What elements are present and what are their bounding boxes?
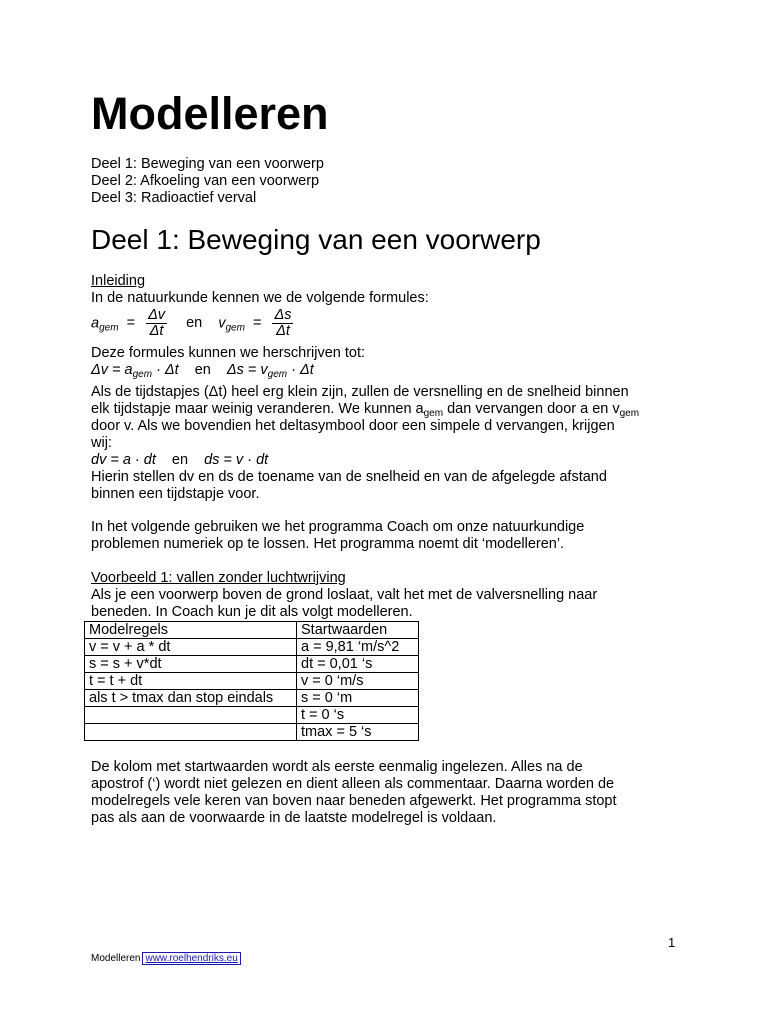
subscript-gem: gem [267, 369, 288, 380]
denominator: Δt [149, 323, 164, 339]
paragraph-line: apostrof (‘) wordt niet gelezen en dient alleen als commentaar. Daarna worden de [91, 776, 615, 792]
table-cell: t = t + dt [85, 673, 297, 690]
page-number: 1 [668, 935, 676, 950]
paragraph-line: problemen numeriek op te lossen. Het programma noemt dit ‘modelleren’. [91, 536, 565, 552]
paragraph-line: beneden. In Coach kun je dit als volgt modelleren. [91, 604, 413, 620]
formula-dv: dv = a · dt [91, 452, 156, 468]
page-title: Modelleren [91, 88, 329, 139]
paragraph-line: wij: [91, 435, 112, 451]
paragraph-line: modelregels vele keren van boven naar beneden afgewerkt. Het programma stopt [91, 793, 617, 809]
paragraph-line: In het volgende gebruiken we het programma Coach om onze natuurkundige [91, 519, 585, 535]
paragraph-line: De kolom met startwaarden wordt als eerste eenmalig ingelezen. Alles na de [91, 759, 583, 775]
toc-item: Deel 1: Beweging van een voorwerp [91, 156, 324, 172]
footer-link[interactable]: www.roelhendriks.eu [142, 952, 240, 965]
table-cell: a = 9,81 ‘m/s^2 [297, 639, 419, 656]
paragraph-line: binnen een tijdstapje voor. [91, 486, 260, 502]
paragraph-hierin [91, 469, 691, 503]
table-header-cell: Startwaarden [297, 622, 419, 639]
table-cell: s = s + v*dt [85, 656, 297, 673]
table-cell: s = 0 ‘m [297, 690, 419, 707]
intro-label: Inleiding [91, 273, 146, 289]
table-cell: dt = 0,01 ‘s [297, 656, 419, 673]
formula-differential [91, 452, 691, 469]
paragraph-line: pas als aan de voorwaarde in de laatste modelregel is voldaan. [91, 810, 497, 826]
formula-average [91, 308, 691, 339]
rewrite-line: Deze formules kunnen we herschrijven tot: [91, 345, 366, 361]
paragraph-line: door v. Als we bovendien het deltasymbool door een simpele d vervangen, krijgen [91, 418, 615, 434]
table-cell [85, 707, 297, 724]
en-word: en [194, 362, 211, 378]
formula-ds-rhs: · Δt [291, 362, 314, 378]
paragraph-line [91, 401, 691, 418]
text-span: dan vervangen door a en v [443, 401, 620, 417]
formula-delta [91, 362, 691, 379]
subscript-gem: gem [423, 408, 444, 419]
subscript-gem: gem [225, 322, 245, 334]
table-row [85, 724, 419, 741]
paragraph-tijdstapjes [91, 384, 691, 452]
table-cell: t = 0 ‘s [297, 707, 419, 724]
numerator: Δv [148, 307, 166, 323]
table-of-contents [91, 156, 324, 207]
text-span: elk tijdstapje maar weinig veranderen. We kunnen a [91, 401, 424, 417]
table-cell: tmax = 5 ‘s [297, 724, 419, 741]
formula-a: a [91, 315, 100, 332]
table-row [85, 656, 419, 673]
subscript-gem: gem [99, 322, 119, 334]
subscript-gem: gem [619, 408, 640, 419]
paragraph-line: Als je een voorwerp boven de grond loslaat, valt het met de valversnelling naar [91, 587, 598, 603]
table-header-cell: Modelregels [85, 622, 297, 639]
formula-dv-lhs: Δv = a [91, 362, 133, 378]
footer-label: Modelleren [91, 953, 141, 964]
table-cell: als t > tmax dan stop eindals [85, 690, 297, 707]
equals-sign: = [126, 315, 136, 332]
footer [91, 953, 241, 964]
rewrite-text [91, 345, 691, 362]
subscript-gem: gem [132, 369, 153, 380]
paragraph-line: Hierin stellen dv en ds de toename van de snelheid en van de afgelegde afstand [91, 469, 607, 485]
intro-text: In de natuurkunde kennen we de volgende formules: [91, 290, 429, 306]
formula-ds: ds = v · dt [204, 452, 269, 468]
intro-block [91, 273, 691, 307]
paragraph-coach [91, 519, 691, 553]
fraction-ds-dt [272, 308, 293, 339]
fraction-dv-dt [146, 308, 167, 339]
table-cell [85, 724, 297, 741]
numerator: Δs [274, 307, 292, 323]
toc-item: Deel 3: Radioactief verval [91, 190, 257, 206]
table-row [85, 673, 419, 690]
table-cell: v = 0 ‘m/s [297, 673, 419, 690]
section-heading: Deel 1: Beweging van een voorwerp [91, 224, 541, 255]
en-word: en [171, 452, 189, 468]
equals-sign: = [252, 315, 262, 332]
paragraph-closing [91, 759, 691, 827]
table-row [85, 639, 419, 656]
table-row [85, 707, 419, 724]
denominator: Δt [276, 323, 290, 339]
table-row [85, 690, 419, 707]
toc-item: Deel 2: Afkoeling van een voorwerp [91, 173, 320, 189]
paragraph-line: Als de tijdstapjes (Δt) heel erg klein zijn, zullen de versnelling en de snelheid binnen [91, 384, 629, 400]
example-block [91, 570, 691, 621]
formula-v: v [218, 315, 226, 332]
formula-dv-rhs: · Δt [156, 362, 179, 378]
formula-ds-lhs: Δs = v [226, 362, 268, 378]
example-label: Voorbeeld 1: vallen zonder luchtwrijving [91, 570, 346, 586]
model-table [84, 621, 419, 741]
table-header-row [85, 622, 419, 639]
en-word: en [186, 315, 203, 332]
table-cell: v = v + a * dt [85, 639, 297, 656]
